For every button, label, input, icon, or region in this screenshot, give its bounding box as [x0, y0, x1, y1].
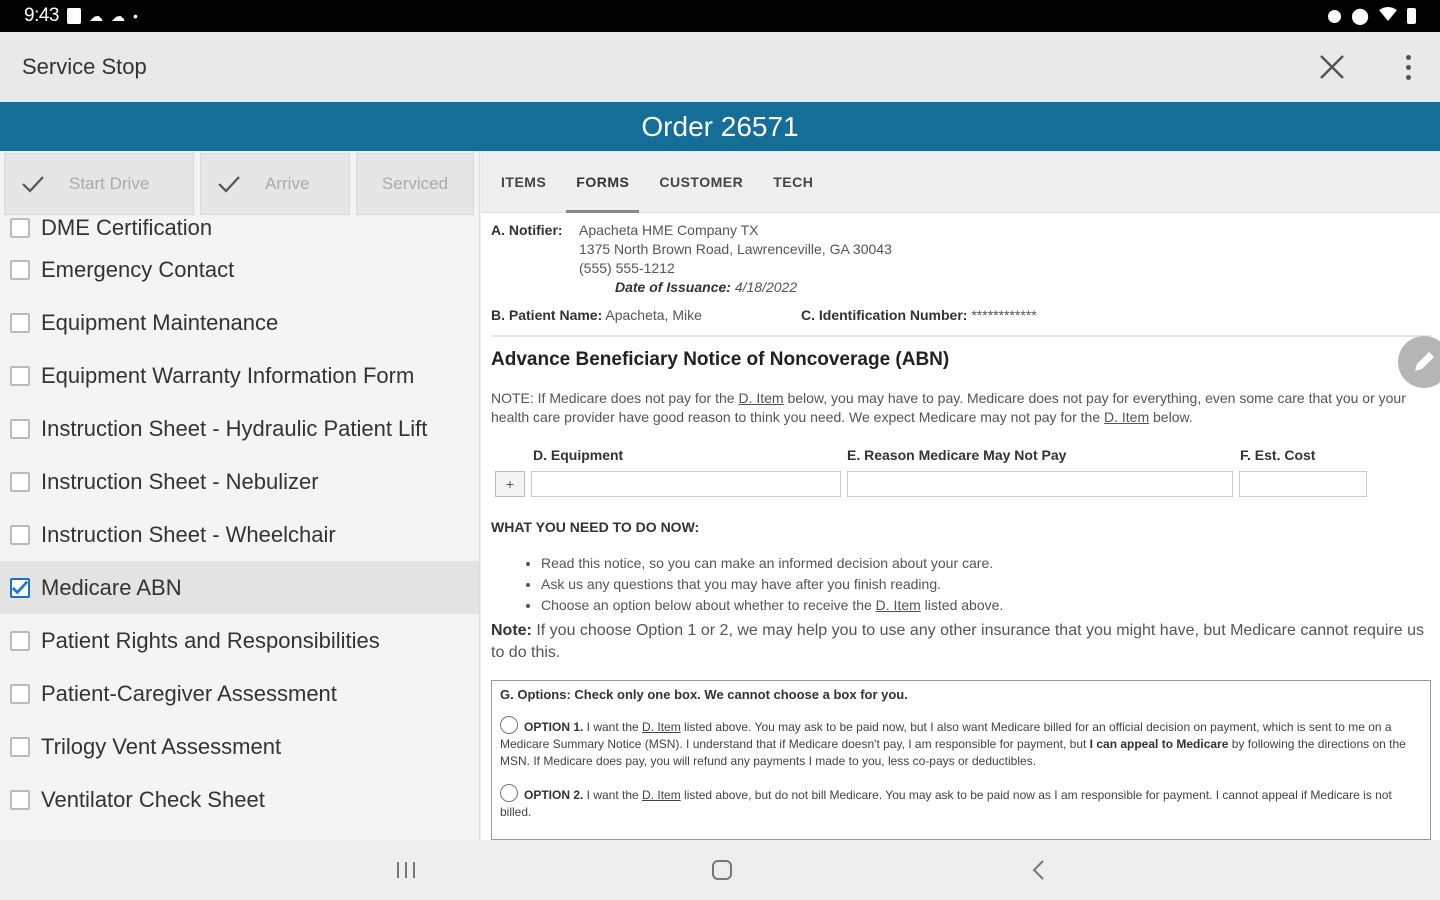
issuance-date: 4/18/2022 [734, 279, 798, 295]
what-to-do-heading: WHAT YOU NEED TO DO NOW: [491, 519, 700, 535]
form-item-label: Trilogy Vent Assessment [41, 733, 282, 759]
order-title: Order 26571 [0, 102, 1440, 151]
note-body: If you choose Option 1 or 2, we may help you to use any other insurance that you might have, but Medicare cannot require us to do this. [491, 622, 1424, 661]
option-text: listed above, but do not bill Medicare. You may ask to be paid now as I am responsible for payment. I cannot appeal if Medicare is not billed. [500, 788, 1392, 819]
checkbox[interactable] [10, 366, 30, 386]
id-value: ************ [971, 307, 1037, 323]
divider [491, 335, 1431, 337]
patient-name: Apacheta, Mike [605, 307, 702, 323]
right-panel [481, 151, 1440, 840]
form-item-caregiver-assessment[interactable] [0, 667, 479, 720]
checkbox[interactable] [10, 419, 30, 439]
equipment-input[interactable] [531, 471, 841, 497]
form-item-label: Instruction Sheet - Hydraulic Patient Lift [41, 415, 428, 441]
recents-icon [395, 860, 417, 880]
d-item-link: D. Item [738, 390, 784, 406]
note-text: NOTE: If Medicare does not pay for the [491, 390, 739, 406]
form-item-equipment-maintenance[interactable] [0, 296, 479, 349]
d-item-link: D. Item [642, 720, 681, 734]
tab-bar [481, 151, 1440, 213]
instruction-text: listed above. [920, 597, 1004, 613]
abn-note [491, 389, 1431, 427]
close-icon [1319, 54, 1345, 80]
notifier-block [491, 221, 1431, 297]
checkmark-icon [12, 580, 28, 596]
option-text-bold: I can appeal to Medicare [1089, 737, 1229, 751]
status-bar [0, 0, 1440, 32]
form-item-ventilator-check[interactable] [0, 773, 479, 826]
drive-icon: ☁ [110, 7, 125, 24]
status-right [1328, 6, 1416, 26]
form-item-patient-rights[interactable] [0, 614, 479, 667]
status-left [24, 5, 138, 27]
insurance-note [491, 620, 1431, 664]
serviced-button[interactable] [356, 153, 474, 215]
checkbox[interactable] [10, 313, 30, 333]
cost-input[interactable] [1239, 471, 1367, 497]
option-text: by following the directions on the MSN. If Medicare does pay, you will refund any payments I made to you, less co-pays or deductibles. [500, 737, 1406, 768]
start-drive-label: Start Drive [69, 174, 150, 193]
option-1 [500, 716, 1422, 770]
tab-forms[interactable]: FORMS [566, 151, 639, 213]
notifier-label: A. Notifier: [491, 222, 563, 238]
back-icon [1031, 859, 1045, 881]
form-item-label: Ventilator Check Sheet [41, 786, 265, 812]
form-item-medicare-abn[interactable] [0, 561, 479, 614]
checkbox[interactable] [10, 737, 30, 757]
options-box [491, 680, 1431, 840]
notifier-phone: (555) 555-1212 [579, 260, 675, 276]
check-icon [217, 174, 241, 194]
abn-title: Advance Beneficiary Notice of Noncoverage (ABN) [491, 349, 950, 370]
check-icon [21, 174, 45, 194]
abn-document [491, 221, 1431, 840]
issuance-label: Date of Issuance: [615, 279, 731, 295]
alarm-icon [1328, 10, 1341, 23]
form-item-equipment-warranty[interactable] [0, 349, 479, 402]
col-equipment: D. Equipment [533, 447, 624, 463]
issuance-line [491, 278, 1431, 297]
system-nav-bar [0, 840, 1440, 900]
option-1-radio[interactable] [500, 716, 518, 734]
form-item-wheelchair[interactable] [0, 508, 479, 561]
app-title: Service Stop [22, 54, 147, 79]
option-text: I want the [583, 720, 643, 734]
option-text: I want the [583, 788, 643, 802]
form-item-dme-certification[interactable] [0, 213, 479, 243]
more-vert-icon-dot [1406, 55, 1411, 60]
tab-customer[interactable]: CUSTOMER [659, 173, 744, 190]
overflow-menu-button[interactable] [1398, 47, 1418, 87]
note-label: Note: [491, 622, 532, 639]
form-item-label: Instruction Sheet - Nebulizer [41, 468, 319, 494]
status-time: 9:43 [24, 5, 59, 26]
checkbox-checked[interactable] [10, 578, 30, 598]
cloud-icon: ☁ [88, 7, 103, 24]
form-item-nebulizer[interactable] [0, 455, 479, 508]
home-icon [711, 859, 733, 881]
checkbox[interactable] [10, 684, 30, 704]
back-button[interactable] [1018, 850, 1058, 890]
tab-tech[interactable]: TECH [773, 173, 814, 190]
checkbox[interactable] [10, 790, 30, 810]
option-1-label: OPTION 1. [524, 720, 584, 734]
add-item-button[interactable]: + [495, 471, 525, 497]
forms-list [0, 213, 479, 826]
battery-icon [1407, 8, 1416, 24]
note-text: below. [1149, 409, 1193, 425]
form-item-label: Medicare ABN [41, 574, 182, 600]
checkbox[interactable] [10, 525, 30, 545]
location-icon: ⬤ [1351, 8, 1369, 25]
form-item-label: Emergency Contact [41, 256, 235, 282]
id-label: C. Identification Number: [801, 307, 968, 323]
form-item-label: Patient-Caregiver Assessment [41, 680, 337, 706]
arrive-button[interactable] [200, 153, 350, 215]
app-bar [0, 32, 1440, 102]
form-item-trilogy-vent[interactable] [0, 720, 479, 773]
form-item-hydraulic-lift[interactable] [0, 402, 479, 455]
start-drive-button[interactable] [4, 153, 194, 215]
note-text: below, you may have to pay. Medicare does not pay for everything, even some care that you or your health care provider have good reason to think you need. We expect Medicare may not pay for the [491, 390, 1406, 425]
checkbox[interactable] [10, 260, 30, 280]
patient-line [491, 307, 1431, 323]
left-panel [0, 151, 480, 840]
d-item-link: D. Item [1104, 409, 1150, 425]
d-item-link: D. Item [875, 597, 921, 613]
notifier-address: 1375 North Brown Road, Lawrenceville, GA 30043 [579, 241, 892, 257]
notification-app-icon [67, 8, 81, 24]
tab-items[interactable]: ITEMS [501, 173, 547, 190]
recents-button[interactable] [386, 850, 426, 890]
home-button[interactable] [702, 850, 742, 890]
more-vert-icon-dot [1406, 65, 1411, 70]
instructions-list [491, 553, 1431, 616]
wifi-icon [1379, 7, 1397, 26]
options-heading: G. Options: Check only one box. We cannot choose a box for you. [500, 687, 908, 702]
serviced-label: Serviced [381, 174, 449, 193]
option-2-label: OPTION 2. [524, 788, 584, 802]
patient-label: B. Patient Name: [491, 307, 603, 323]
form-item-label: Instruction Sheet - Wheelchair [41, 521, 336, 547]
instruction-item [541, 595, 1431, 616]
notifier-name: Apacheta HME Company TX [579, 222, 759, 238]
more-vert-icon-dot [1406, 75, 1411, 80]
d-item-link: D. Item [642, 788, 681, 802]
instruction-text: Choose an option below about whether to receive the [541, 597, 876, 613]
equipment-table-header [491, 447, 1431, 463]
equipment-row [491, 471, 1431, 497]
instruction-item: • Read this notice, so you can make an informed decision about your care. [541, 553, 1431, 574]
option-2 [500, 784, 1422, 821]
step-buttons [0, 151, 479, 217]
form-item-label: Equipment Warranty Information Form [41, 362, 415, 388]
col-cost: F. Est. Cost [1240, 447, 1316, 463]
instruction-item: • Ask us any questions that you may have after you finish reading. [541, 574, 1431, 595]
close-button[interactable] [1312, 47, 1352, 87]
option-2-radio[interactable] [500, 784, 518, 802]
col-reason: E. Reason Medicare May Not Pay [847, 447, 1067, 463]
pencil-icon [1411, 349, 1437, 375]
form-item-label: Patient Rights and Responsibilities [41, 627, 380, 653]
form-item-emergency-contact[interactable] [0, 243, 479, 296]
reason-input[interactable] [847, 471, 1233, 497]
form-item-label: Equipment Maintenance [41, 309, 279, 335]
arrive-label: Arrive [265, 174, 310, 193]
checkbox[interactable] [10, 218, 30, 238]
dot-icon: • [132, 8, 138, 24]
checkbox[interactable] [10, 631, 30, 651]
checkbox[interactable] [10, 472, 30, 492]
option-text: listed above. You may ask to be paid now, but I also want Medicare billed for an official decision on payment, which is sent to me on a Medicare Summary Notice (MSN). I understand that if Medicare doesn't pay, I am responsible for payment, but [500, 720, 1392, 751]
form-item-label: DME Certification [41, 215, 213, 240]
